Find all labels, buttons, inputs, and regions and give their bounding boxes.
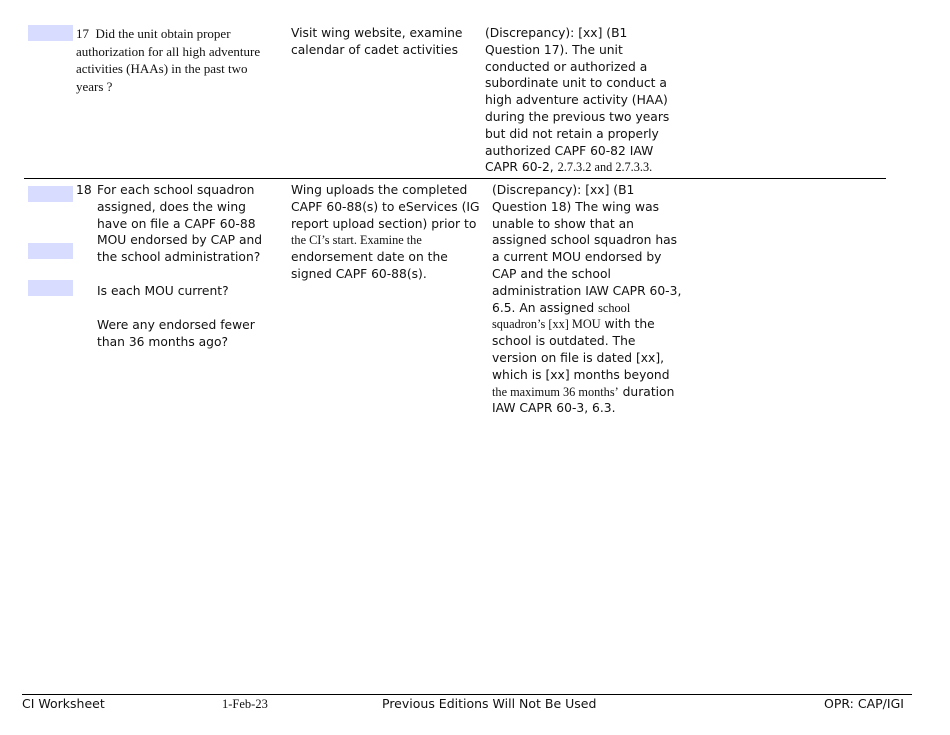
finding-18 bbox=[492, 182, 682, 417]
question-part: Is each MOU current? bbox=[97, 283, 229, 298]
method-text: endorsement date on the signed CAPF 60-88(s). bbox=[291, 250, 448, 281]
footer-right: OPR: CAP/IGI bbox=[824, 696, 904, 711]
footer-center: Previous Editions Will Not Be Used bbox=[382, 696, 597, 711]
finding-text-serif: school squadron’s [xx] MOU bbox=[492, 300, 631, 332]
question-number: 17 bbox=[76, 26, 89, 41]
question-number-18: 18 bbox=[76, 183, 92, 197]
finding-text: duration IAW CAPR 60-3, 6.3. bbox=[492, 384, 675, 416]
question-18 bbox=[97, 182, 279, 350]
footer-date: 1-Feb-23 bbox=[222, 697, 268, 711]
finding-text: (Discrepancy): [xx] (B1 Question 17). The unit conducted or authorized a subordinate unit to conduct a high adventure activity (HAA) during the previous two years but did not retain a properly authorized CAPF 60-82 IAW CAPR 60-2, bbox=[485, 26, 670, 175]
answer-box-18c[interactable] bbox=[28, 280, 73, 296]
row-divider bbox=[24, 178, 886, 179]
method-text-serif: the CI’s start. Examine the bbox=[291, 233, 422, 248]
finding-text-serif: the maximum 36 months’ bbox=[492, 384, 619, 399]
finding-text: with the school is outdated. The version on file is dated [xx], which is [xx] months beyond bbox=[492, 317, 670, 382]
method-17: Visit wing website, examine calendar of cadet activities bbox=[291, 26, 463, 57]
answer-box-17[interactable] bbox=[28, 25, 73, 41]
answer-box-18a[interactable] bbox=[28, 186, 73, 202]
answer-box-18b[interactable] bbox=[28, 243, 73, 259]
finding-text-serif: 2.7.3.2 and 2.7.3.3. bbox=[557, 160, 653, 175]
finding-text: (Discrepancy): [xx] (B1 Question 18) The wing was unable to show that an assigned school squadron has a current MOU endorsed by CAP and the school administration IAW CAPR 60-3, 6.5. An assigned bbox=[492, 183, 682, 315]
question-text: Did the unit obtain proper authorization for all high adventure activities (HAAs) in the past two years ? bbox=[76, 26, 261, 94]
question-17 bbox=[76, 25, 276, 95]
method-text: Wing uploads the completed CAPF 60-88(s) to eServices (IG report upload section) prior to bbox=[291, 183, 480, 231]
question-part: For each school squadron assigned, does the wing have on file a CAPF 60-88 MOU endorsed by CAP and the school administration? bbox=[97, 183, 263, 265]
finding-17 bbox=[485, 25, 675, 176]
method-18 bbox=[291, 182, 483, 283]
question-part: Were any endorsed fewer than 36 months ago? bbox=[97, 317, 255, 349]
footer-rule bbox=[22, 694, 912, 695]
footer-left: CI Worksheet bbox=[22, 696, 105, 711]
